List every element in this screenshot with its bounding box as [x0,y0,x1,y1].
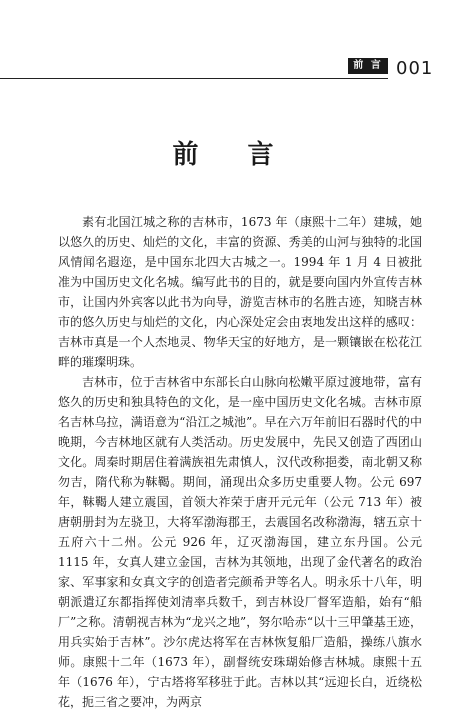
body-text [58,212,422,712]
page-number: 001 [396,58,434,79]
paragraph: 素有北国江城之称的吉林市，1673 年（康熙十二年）建城，她以悠久的历史、灿烂的文化，丰富的资源、秀美的山河与独特的北国风情闻名遐迩，是中国东北四大古城之一。1994 年 1 月 4 日被批准为中国历史文化名城。编写此书的目的，就是要向国内外宣传吉林市，让国内外宾客以此书为向导，游览吉林市的名胜古迹，知晓吉林市的悠久历史与灿烂的文化，内心深处定会由衷地发出这样的感叹：吉林市真是一个人杰地灵、物华天宝的好地方，是一颗镶嵌在松花江畔的璀璨明珠。 [58,215,422,369]
header-rule [0,54,388,79]
paragraph: 吉林市，位于吉林省中东部长白山脉向松嫩平原过渡地带，富有悠久的历史和独具特色的文化，是一座中国历史文化名城。吉林市原名吉林乌拉，满语意为“沿江之城池”。早在六万年前旧石器时代的中晚期，今吉林地区就有人类活动。历史发展中，先民又创造了西团山文化。周秦时期居住着满族祖先肃慎人，汉代改称挹娄，南北朝又称勿吉，隋代称为靺鞨。期间，涌现出众多历史重要人物。公元 697 年，靺鞨人建立震国，首领大祚荣于唐开元元年（公元 713 年）被唐朝册封为左骁卫，大将军渤海郡王，去震国名改称渤海，辖五京十五府六十二州。公元 926 年，辽灭渤海国，建立东丹国。公元 1115 年，女真人建立金国，吉林为其领地，出现了金代著名的政治家、军事家和女真文字的创造者完颜希尹等名人。明永乐十八年，明朝派遣辽东都指挥使刘清率兵数千，到吉林设厂督军造船，始有“船厂”之称。清朝视吉林为“龙兴之地”，努尔哈赤“以十三甲肇基王迹，用兵实始于吉林”。沙尔虎达将军在吉林恢复船厂造船，操练八旗水师。康熙十二年（1673 年），副督统安珠瑚始修吉林城。康熙十五年（1676 年），宁古塔将军移驻于此。吉林以其“远迎长白，近绕松花，扼三省之要冲，为两京 [58,375,422,709]
section-tag: 前 言 [348,58,388,74]
page-title: 前 言 [172,140,294,170]
